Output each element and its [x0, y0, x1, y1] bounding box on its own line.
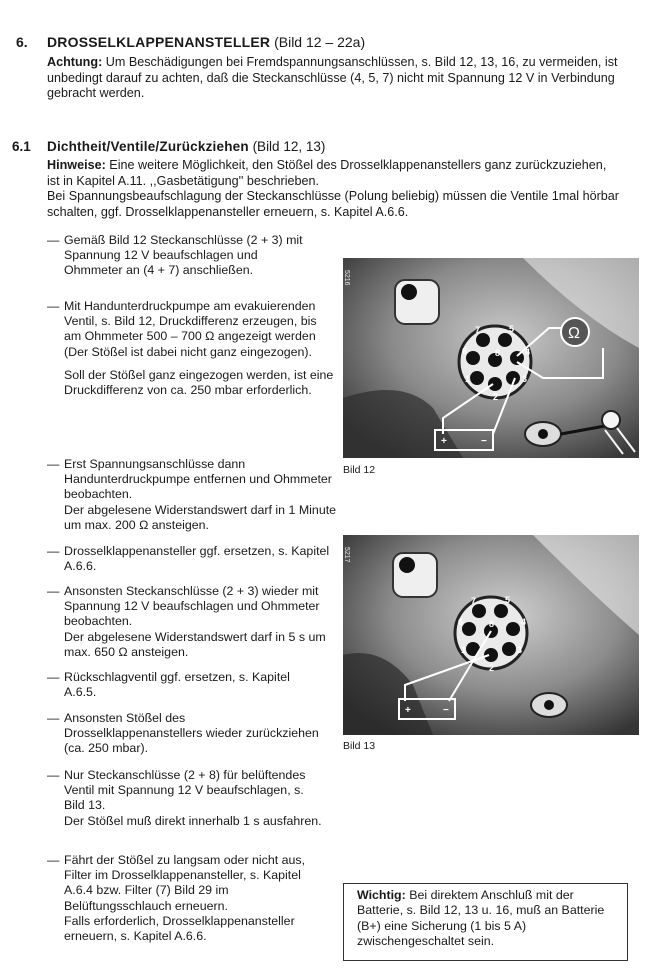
list-dash: —: [47, 457, 60, 471]
figure-13-code: 5217: [343, 547, 350, 563]
list-dash: —: [47, 544, 60, 558]
list-item: [47, 711, 337, 757]
figure-13-illustration: [343, 535, 639, 735]
battery-minus-label: −: [481, 436, 487, 447]
svg-text:5: 5: [509, 324, 515, 334]
important-note-box: [343, 883, 628, 961]
list-item-text: Fährt der Stößel zu langsam oder nicht aus, Filter im Drosselklappenansteller, s. Kapitel A.6.4 bzw. Filter (7) Bild 29 im Belüftungsschlauch erneuern.: [64, 853, 306, 913]
note-text: Bei direktem Anschluß mit der Batterie, s. Bild 12, 13 u. 16, muß an Batterie (B+) eine Sicherung (1 bis 5 A) zwischengeschaltet sein.: [357, 888, 605, 949]
list-item: [47, 853, 337, 944]
hint-paragraph: [47, 158, 619, 220]
list-item-text: Nur Steckanschlüsse (2 + 8) für belüftendes Ventil mit Spannung 12 V beaufschlagen, s. Bild 13.: [64, 768, 306, 813]
list-item-text: Gemäß Bild 12 Steckanschlüsse (2 + 3) mit Spannung 12 V beaufschlagen und Ohmmeter an (4 + 7) anschließen.: [64, 233, 303, 278]
warning-text: Um Beschädigungen bei Fremdspannungsanschlüssen, s. Bild 12, 13, 16, zu vermeiden, ist unbedingt darauf zu achten, daß die Steckanschlüsse (4, 5, 7) nicht mit Spannung 12 V in Verbindung gebracht werden.: [47, 55, 618, 101]
svg-text:7: 7: [471, 596, 477, 606]
list-dash: —: [47, 768, 60, 782]
list-item-text-2: Falls erforderlich, Drosselklappenansteller erneuern, s. Kapitel A.6.6.: [64, 913, 295, 944]
svg-text:6: 6: [462, 346, 468, 356]
list-dash: —: [47, 853, 60, 867]
figure-12-photo: [343, 258, 639, 458]
battery-plus-label: +: [441, 436, 447, 447]
figure-13-photo: [343, 535, 639, 735]
ohm-label: Ω: [568, 325, 580, 342]
hint-label: Hinweise:: [47, 158, 106, 172]
warning-label: Achtung:: [47, 55, 103, 69]
list-item: [47, 299, 337, 398]
list-dash: —: [47, 584, 60, 598]
list-dash: —: [47, 670, 60, 684]
list-item-text: Drosselklappenansteller ggf. ersetzen, s. Kapitel A.6.6.: [64, 544, 330, 574]
svg-text:6: 6: [458, 617, 464, 627]
svg-text:3: 3: [522, 374, 528, 384]
figure-12-caption: Bild 12: [343, 464, 376, 476]
list-item-text: Ansonsten Stößel des Drosselklappenanstellers wieder zurückziehen (ca. 250 mbar).: [64, 711, 319, 756]
list-dash: —: [47, 299, 60, 313]
note-label: Wichtig:: [357, 888, 406, 902]
section-heading: [47, 34, 365, 50]
list-item: [47, 670, 337, 700]
svg-text:3: 3: [517, 645, 523, 655]
section-number: 6.: [16, 34, 28, 50]
list-item-text-2: Der abgelesene Widerstandswert darf in 5 s um max. 650 Ω ansteigen.: [64, 629, 326, 659]
steps-list: [47, 233, 337, 973]
svg-text:5: 5: [505, 595, 511, 605]
section-figure-ref: (Bild 12 – 22a): [274, 34, 366, 50]
subsection-title: Dichtheit/Ventile/Zurückziehen: [47, 139, 249, 154]
battery-minus-label: −: [443, 705, 449, 716]
list-item-text: Mit Handunterdruckpumpe am evakuierenden Ventil, s. Bild 12, Druckdifferenz erzeugen, bis am Ohmmeter 500 – 700 Ω angezeigt werden (Der Stößel ist dabei nicht ganz eingezogen).: [64, 299, 317, 359]
subsection-figure-ref: (Bild 12, 13): [252, 139, 326, 154]
hint-text: Eine weitere Möglichkeit, den Stößel des Drosselklappenanstellers ganz zurückzuziehen, ist in Kapitel A.11. ,,Gasbetätigung'' beschrieben.: [47, 158, 607, 188]
list-item: [47, 233, 337, 279]
list-dash: —: [47, 711, 60, 725]
list-item-text-2: Der Stößel muß direkt innerhalb 1 s ausfahren.: [64, 813, 322, 828]
svg-text:4: 4: [525, 347, 531, 357]
svg-text:2: 2: [493, 392, 499, 402]
list-item: [47, 457, 337, 533]
list-dash: —: [47, 233, 60, 247]
svg-text:1: 1: [461, 645, 467, 655]
list-item: [47, 544, 337, 574]
battery-plus-label: +: [405, 705, 411, 716]
section-title: DROSSELKLAPPENANSTELLER: [47, 34, 271, 50]
list-item-text-2: Der abgelesene Widerstandswert darf in 1 Minute um max. 200 Ω ansteigen.: [64, 502, 337, 532]
figure-13-caption: Bild 13: [343, 740, 376, 752]
subsection-heading: [47, 139, 325, 154]
list-item: [47, 584, 337, 660]
svg-text:1: 1: [465, 374, 471, 384]
list-item: [47, 768, 337, 829]
vacuum-gauge-icon: [602, 411, 620, 429]
svg-text:7: 7: [475, 325, 481, 335]
figure-12-code: 5216: [343, 270, 350, 286]
subsection-number: 6.1: [12, 139, 31, 154]
figure-12-illustration: [343, 258, 639, 458]
svg-text:8: 8: [489, 619, 495, 629]
warning-paragraph: [47, 55, 619, 102]
list-item-text: Ansonsten Steckanschlüsse (2 + 3) wieder mit Spannung 12 V beaufschlagen und Ohmmeter beobachten.: [64, 584, 320, 629]
svg-text:2: 2: [489, 663, 495, 673]
svg-text:8: 8: [495, 348, 501, 358]
hint-text-2: Bei Spannungsbeaufschlagung der Steckanschlüsse (Polung beliebig) müssen die Ventile 1mal hörbar schalten, ggf. Drosselklappenansteller erneuern, s. Kapitel A.6.6.: [47, 189, 619, 219]
svg-text:4: 4: [521, 617, 527, 627]
list-item-text: Rückschlagventil ggf. ersetzen, s. Kapitel A.6.5.: [64, 670, 290, 700]
list-item-text: Erst Spannungsanschlüsse dann Handunterdruckpumpe entfernen und Ohmmeter beobachten.: [64, 457, 332, 502]
list-item-subtext: Soll der Stößel ganz eingezogen werden, ist eine Druckdifferenz von ca. 250 mbar erforderlich.: [64, 367, 334, 398]
